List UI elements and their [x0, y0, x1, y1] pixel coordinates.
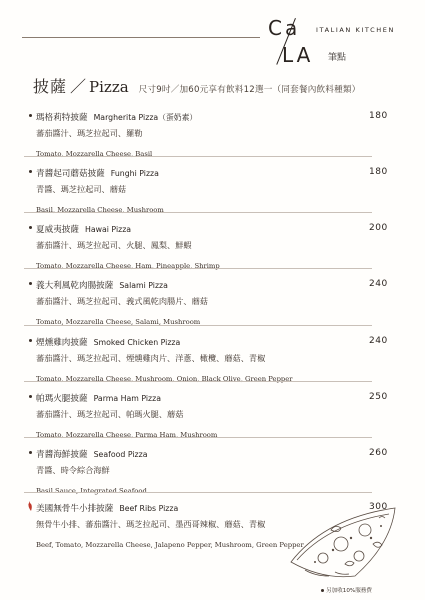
item-name [36, 448, 147, 460]
item-ingredients-zh: 青醬、時令綜合海鮮 [36, 465, 110, 475]
service-charge-note [321, 586, 372, 594]
item-name [36, 502, 178, 514]
item-name-en: Beef Ribs Pizza [119, 504, 179, 513]
bullet-dot-icon [29, 114, 32, 117]
item-ingredients-zh: 蕃茄醬汁、瑪芝拉起司、煙燻雞肉片、洋蔥、橄欖、蘑菇、青椒 [36, 353, 266, 363]
bullet-dot-icon [29, 451, 32, 454]
bullet-dot-icon [29, 282, 32, 285]
item-ingredients-en: Tomato, Mozzarella Cheese, Ham, Pineapple, Shrimp [36, 262, 220, 270]
item-name [36, 392, 161, 404]
item-name [36, 111, 197, 123]
item-ingredients-zh: 蕃茄醬汁、瑪芝拉起司、帕瑪火腿、蘑菇 [36, 409, 184, 419]
item-ingredients-zh: 蕃茄醬汁、瑪芝拉起司、火腿、鳳梨、鮮蝦 [36, 240, 192, 250]
item-name-zh: 夏威夷披薩 [36, 225, 79, 235]
item-name-zh: 義大利風乾肉腸披薩 [36, 281, 114, 291]
item-price: 180 [369, 111, 388, 121]
item-name-en: Margherita Pizza（蛋奶素） [93, 113, 198, 122]
title-separator: ／ [70, 77, 87, 96]
bullet-dot-icon [29, 170, 32, 173]
bullet-dot-icon [29, 339, 32, 342]
logo-subtitle: ITALIAN KITCHEN [316, 26, 395, 34]
item-ingredients-zh: 蕃茄醬汁、瑪芝拉起司、羅勒 [36, 128, 143, 138]
item-divider [24, 325, 372, 326]
item-ingredients-en: Basil, Mozzarella Cheese, Mushroom [36, 206, 164, 214]
item-divider [24, 492, 372, 493]
item-name-zh: 青醬海鮮披薩 [36, 450, 88, 460]
item-divider [24, 437, 372, 438]
item-divider [24, 212, 372, 213]
logo-tagline: 筆點 [328, 53, 347, 63]
footnote-text: 另加收10%服務費 [326, 588, 372, 594]
item-divider [24, 268, 372, 269]
item-name [36, 223, 131, 235]
item-price: 300 [369, 502, 388, 512]
bullet-dot-icon [321, 589, 324, 592]
item-divider [24, 156, 372, 157]
item-name [36, 167, 159, 179]
item-name-zh: 青醬起司蘑菇披薩 [36, 169, 105, 179]
title-en: Pizza [89, 78, 129, 96]
item-price: 200 [369, 223, 388, 233]
chili-pepper-icon [27, 501, 33, 511]
item-ingredients-zh: 無骨牛小排、蕃茄醬汁、瑪芝拉起司、墨西哥辣椒、蘑菇、青椒 [36, 519, 266, 529]
item-name-en: Hawai Pizza [84, 225, 132, 234]
item-price: 240 [369, 279, 388, 289]
logo-text-top: Ca [268, 16, 301, 40]
bullet-dot-icon [29, 395, 32, 398]
item-name-zh: 美國無骨牛小排披薩 [36, 504, 114, 514]
item-ingredients-en: Tomato, Mozzarella Cheese, Mushroom, Onion, Black Olive, Green Pepper [36, 375, 293, 383]
bullet-dot-icon [29, 226, 32, 229]
title-zh: 披薩 [33, 77, 68, 96]
title-note: 尺寸9吋／加60元享有飲料12選一（同套餐內飲料種類） [138, 85, 361, 95]
item-ingredients-zh: 蕃茄醬汁、瑪芝拉起司、義式風乾肉腸片、蘑菇 [36, 296, 208, 306]
item-price: 240 [369, 336, 388, 346]
item-name-zh: 帕瑪火腿披薩 [36, 394, 88, 404]
item-price: 180 [369, 167, 388, 177]
item-ingredients-en: Tomato, Mozzarella Cheese, Basil [36, 150, 153, 158]
item-price: 260 [369, 448, 388, 458]
item-name [36, 279, 168, 291]
item-name-en: Smoked Chicken Pizza [93, 338, 181, 347]
item-name-zh: 煙燻雞肉披薩 [36, 338, 88, 348]
item-name-zh: 瑪格莉特披薩 [36, 113, 88, 123]
logo-text-bottom: LA [282, 43, 314, 67]
item-ingredients-en: Tomato, Mozzarella Cheese, Parma Ham, Mushroom [36, 431, 218, 439]
item-price: 250 [369, 392, 388, 402]
item-name-en: Salami Pizza [119, 281, 168, 290]
item-name-en: Seafood Pizza [93, 450, 148, 459]
pizza-slice-illustration [285, 500, 403, 582]
item-name-en: Parma Ham Pizza [93, 394, 162, 403]
item-ingredients-zh: 青醬、瑪芝拉起司、蘑菇 [36, 184, 127, 194]
item-name-en: Funghi Pizza [110, 169, 159, 178]
item-ingredients-en: Beef, Tomato, Mozzarella Cheese, Jalapeno Pepper, Mushroom, Green Pepper [36, 541, 304, 549]
item-divider [24, 381, 372, 382]
item-name [36, 336, 180, 348]
item-ingredients-en: Tomato, Mozzarella Cheese, Salami, Mushroom [36, 318, 201, 326]
item-ingredients-en: Basil Sauce, Integrated Seafood [36, 487, 147, 495]
